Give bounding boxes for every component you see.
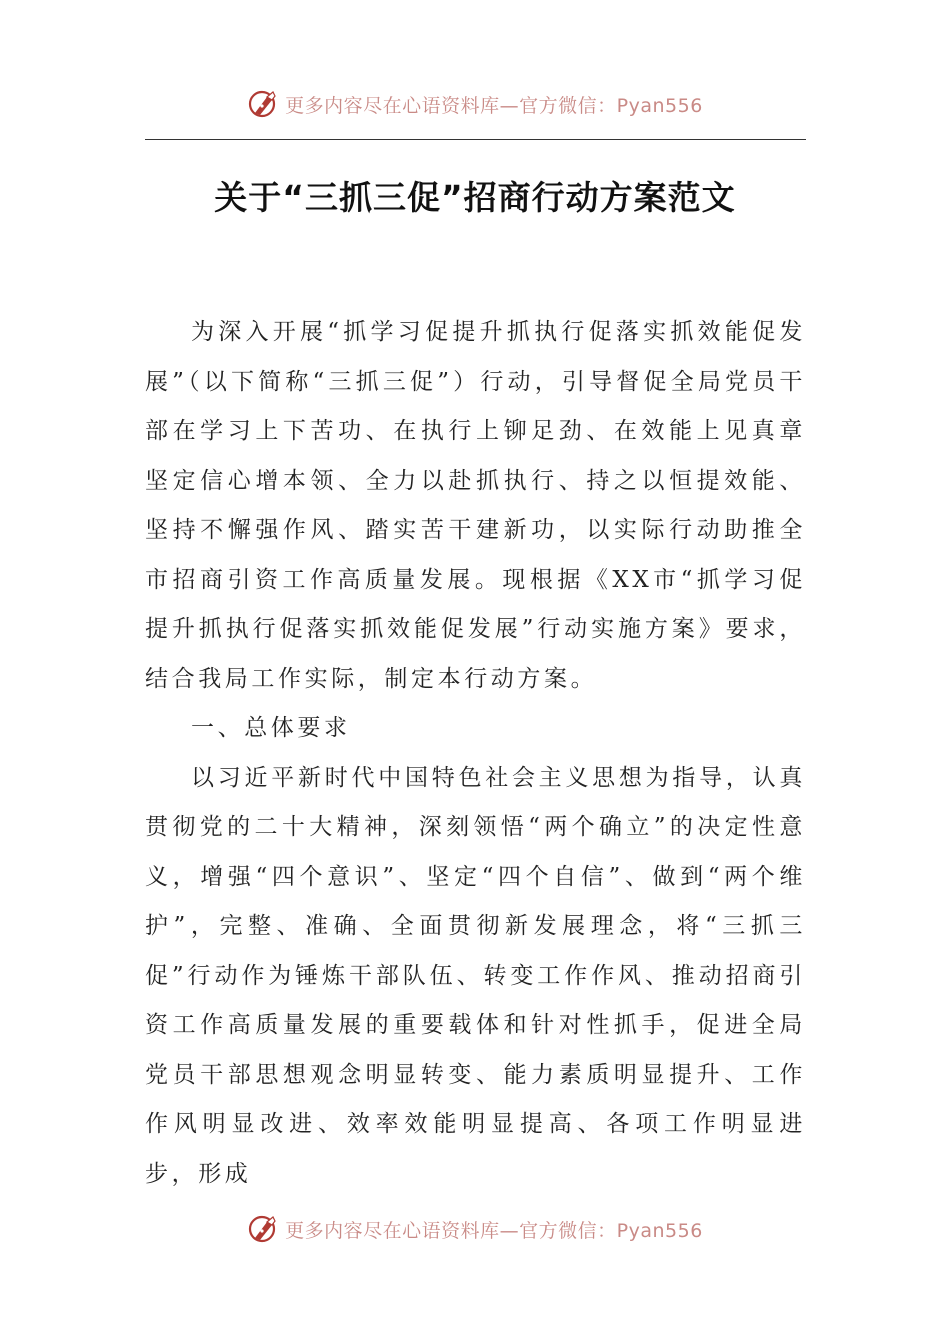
document-title: 关于“三抓三促”招商行动方案范文: [214, 178, 736, 217]
pen-nib-circle-icon: [247, 1213, 279, 1245]
pen-nib-circle-icon: [247, 88, 279, 120]
watermark-banner-top: [0, 86, 950, 122]
body-paragraph: 以习近平新时代中国特色社会主义思想为指导，认真贯彻党的二十大精神，深刻领悟“两个确立”的决定性意义，增强“四个意识”、坚定“四个自信”、做到“两个维护”，完整、准确、全面贯彻新发展理念，将“三抓三促”行动作为锤炼干部队伍、转变工作作风、推动招商引资工作高质量发展的重要载体和针对性抓手，促进全局党员干部思想观念明显转变、能力素质明显提升、工作作风明显改进、效率效能明显提高、各项工作明显进步，形成: [145, 764, 806, 1187]
document-body: [145, 308, 806, 1199]
header-divider: [145, 139, 806, 140]
section-heading: 一、总体要求: [191, 715, 351, 741]
watermark-text: 更多内容尽在心语资料库—官方微信：Pyan556: [285, 1219, 703, 1242]
watermark-text: 更多内容尽在心语资料库—官方微信：Pyan556: [285, 94, 703, 117]
body-paragraph: 为深入开展“抓学习促提升抓执行促落实抓效能促发展”（以下简称“三抓三促”）行动，引导督促全局党员干部在学习上下苦功、在执行上铆足劲、在效能上见真章坚定信心增本领、全力以赴抓执行、持之以恒提效能、坚持不懈强作风、踏实苦干建新功，以实际行动助推全市招商引资工作高质量发展。现根据《XX市“抓学习促提升抓执行促落实抓效能促发展”行动实施方案》要求，结合我局工作实际，制定本行动方案。: [145, 319, 806, 692]
watermark-banner-bottom: [0, 1211, 950, 1247]
